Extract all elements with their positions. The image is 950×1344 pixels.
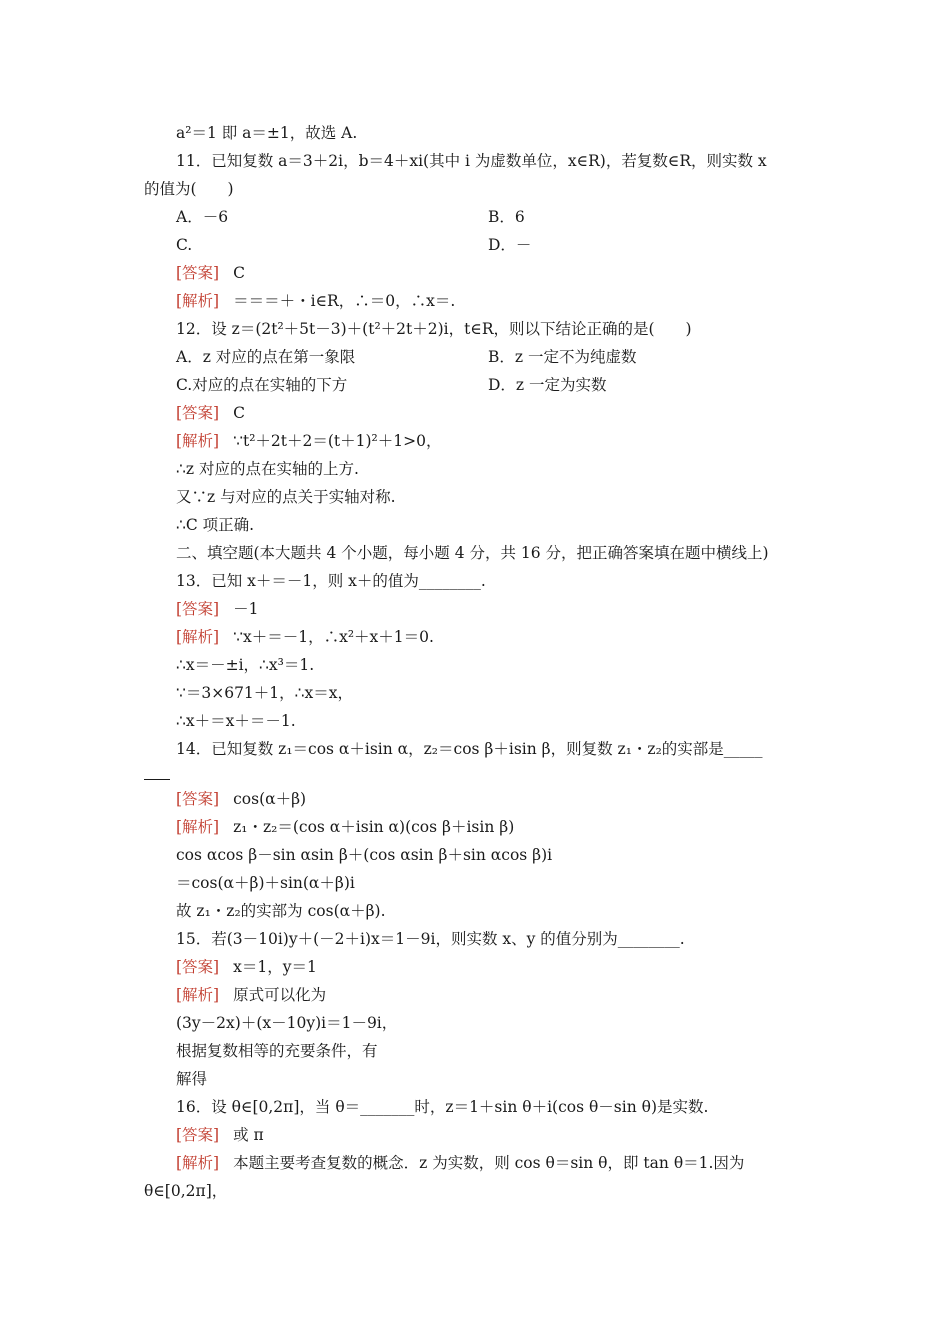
answer-line: [答案] 或 π xyxy=(176,1126,264,1144)
analysis-tag: [解析] xyxy=(176,818,220,836)
text-line: 解得 xyxy=(176,1070,208,1088)
answer-tag: [答案] xyxy=(176,1126,220,1144)
analysis-tag: [解析] xyxy=(176,628,220,646)
option-b: B．z 一定不为纯虚数 xyxy=(488,348,637,366)
question-12: 12．设 z＝(2t²＋5t－3)＋(t²＋2t＋2)i，t∈R，则以下结论正确的是( ) xyxy=(176,320,692,338)
option-d: D．－ xyxy=(488,236,532,254)
text-line: ∴C 项正确. xyxy=(176,516,255,534)
analysis-tag: [解析] xyxy=(176,1154,220,1172)
answer-tag: [答案] xyxy=(176,404,220,422)
text-line: a²＝1 即 a＝±1，故选 A. xyxy=(176,124,358,142)
blank-underline xyxy=(144,779,170,780)
option-d: D．z 一定为实数 xyxy=(488,376,607,394)
question-14: 14．已知复数 z₁＝cos α＋isin α，z₂＝cos β＋isin β，则复数 z₁・z₂的实部是_____ xyxy=(176,740,763,758)
option-c: C.对应的点在实轴的下方 xyxy=(176,376,348,394)
section-heading: 二、填空题(本大题共 4 个小题，每小题 4 分，共 16 分，把正确答案填在题中横线上) xyxy=(176,544,769,562)
text-line: ∴z 对应的点在实轴的上方. xyxy=(176,460,359,478)
text-line: 故 z₁・z₂的实部为 cos(α＋β). xyxy=(176,902,386,920)
answer-line: [答案] C xyxy=(176,404,245,422)
text-line: ∵＝3×671＋1，∴x＝x， xyxy=(176,684,354,702)
text-line: ∴x＋＝x＋＝－1. xyxy=(176,712,296,730)
analysis-tag: [解析] xyxy=(176,986,220,1004)
text-line: ∴x＝－±i，∴x³＝1. xyxy=(176,656,315,674)
text-line: 的值为( ) xyxy=(144,180,234,198)
analysis-line: [解析] 本题主要考查复数的概念．z 为实数，则 cos θ＝sin θ，即 tan θ＝1.因为 xyxy=(176,1154,745,1172)
question-15: 15．若(3－10i)y＋(－2＋i)x＝1－9i，则实数 x、y 的值分别为________. xyxy=(176,930,685,948)
option-a: A．z 对应的点在第一象限 xyxy=(176,348,356,366)
option-b: B．6 xyxy=(488,208,525,226)
answer-line: [答案] C xyxy=(176,264,245,282)
analysis-line: [解析] ＝＝＝＋・i∈R，∴＝0，∴x＝. xyxy=(176,292,456,310)
text-line: 又∵z 与对应的点关于实轴对称. xyxy=(176,488,396,506)
analysis-line: [解析] z₁・z₂＝(cos α＋isin α)(cos β＋isin β) xyxy=(176,818,515,836)
text-line: θ∈[0,2π]， xyxy=(144,1182,228,1200)
answer-tag: [答案] xyxy=(176,600,220,618)
answer-tag: [答案] xyxy=(176,790,220,808)
question-11: 11．已知复数 a＝3＋2i，b＝4＋xi(其中 i 为虚数单位，x∈R)，若复数∈R，则实数 x xyxy=(176,152,767,170)
answer-line: [答案] －1 xyxy=(176,600,259,618)
answer-line: [答案] x＝1，y＝1 xyxy=(176,958,317,976)
analysis-tag: [解析] xyxy=(176,292,220,310)
option-a: A．－6 xyxy=(176,208,229,226)
analysis-line: [解析] ∵t²＋2t＋2＝(t＋1)²＋1>0， xyxy=(176,432,442,450)
analysis-line: [解析] 原式可以化为 xyxy=(176,986,327,1004)
answer-tag: [答案] xyxy=(176,958,220,976)
question-13: 13．已知 x＋＝－1，则 x＋的值为________. xyxy=(176,572,486,590)
text-line: cos αcos β－sin αsin β＋(cos αsin β＋sin αcos β)i xyxy=(176,846,553,864)
text-line: ＝cos(α＋β)＋sin(α＋β)i xyxy=(176,874,355,892)
answer-tag: [答案] xyxy=(176,264,220,282)
answer-line: [答案] cos(α＋β) xyxy=(176,790,307,808)
text-line: 根据复数相等的充要条件，有 xyxy=(176,1042,378,1060)
option-c: C. xyxy=(176,236,193,254)
analysis-tag: [解析] xyxy=(176,432,220,450)
question-16: 16．设 θ∈[0,2π]，当 θ＝_______时，z＝1＋sin θ＋i(cos θ－sin θ)是实数. xyxy=(176,1098,709,1116)
analysis-line: [解析] ∵x＋＝－1，∴x²＋x＋1＝0. xyxy=(176,628,434,646)
text-line: (3y－2x)＋(x－10y)i＝1－9i， xyxy=(176,1014,398,1032)
